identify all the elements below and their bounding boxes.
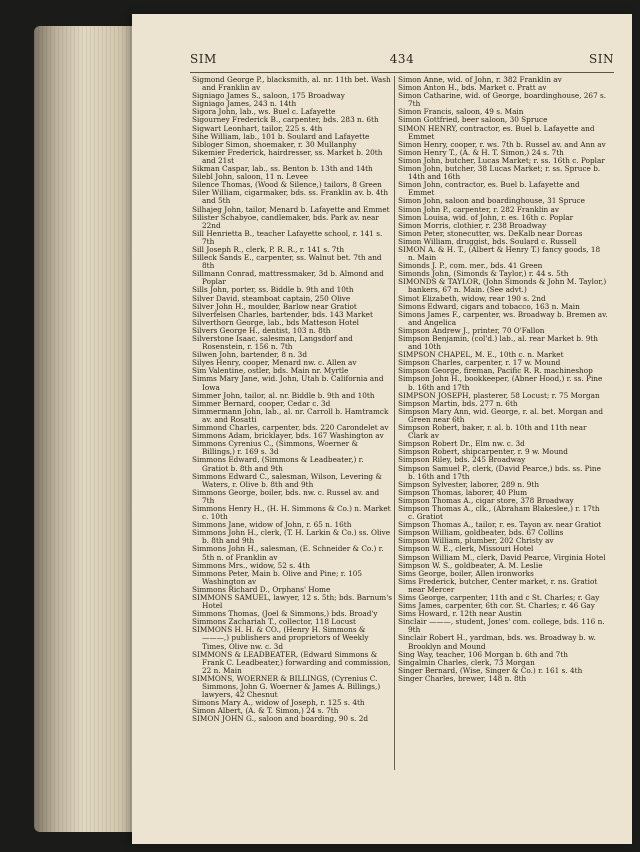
directory-entry: SIMMONS, WOERNER & BILLINGS, (Cyrenius C. Simmons, John G. Woerner & James A. Billings,) lawyers, 42 Chesnut <box>192 673 381 700</box>
directory-entry: Simon Anton H., bds. Market c. Pratt av <box>398 83 547 93</box>
directory-entry: Simpson Thomas, laborer, 40 Plum <box>398 487 528 497</box>
directory-entry: Simmer Bernard, cooper, Cedar c. 3d <box>192 398 331 408</box>
directory-entry: SIMMONS & LEADBEATER, (Edward Simmons & Frank C. Leadbeater,) forwarding and commission, 22 n. Main <box>192 649 391 675</box>
directory-entry: Simmons Cyrenius C., (Simmons, Woerner & Billings,) r. 169 s. 3d <box>192 439 358 457</box>
directory-entry: Simpson W. S., goldbeater, A. M. Leslie <box>398 560 543 570</box>
directory-entry: Simonds J. P., com. mer., bds. 41 Green <box>398 261 543 271</box>
directory-entry: Simpson Sylvester, laborer, 289 n. 9th <box>398 479 540 489</box>
directory-entry: Simpson Benjamin, (col'd.) lab., al. rear Market b. 9th and 10th <box>398 334 598 352</box>
directory-page <box>132 14 632 844</box>
page-header <box>190 52 614 68</box>
directory-entry: Simpson George, fireman, Pacific R. R. machineshop <box>398 366 593 376</box>
directory-entry: Simot Elizabeth, widow, rear 190 s. 2nd <box>398 293 546 303</box>
directory-entry: Simmons Richard D., Orphans' Home <box>192 584 331 594</box>
book-page-edges <box>34 26 144 832</box>
directory-entry: Simpson Robert, shipcarpenter, r. 9 w. Mound <box>398 447 568 457</box>
directory-entry: Simon Anne, wid. of John, r. 382 Franklin av <box>398 76 562 84</box>
directory-entry: Sillmann Conrad, mattressmaker, 3d b. Almond and Poplar <box>192 269 384 287</box>
directory-entry: SIMON JOHN G., saloon and boarding, 90 s. 2d <box>192 714 369 724</box>
directory-entry: Simpson John H., bookkeeper, (Abner Hood,) r. ss. Pine b. 16th and 17th <box>398 374 603 392</box>
directory-entry: Sikman Caspar, lab., ss. Benton b. 13th and 14th <box>192 164 373 174</box>
directory-entry: Simon Morris, clothier, r. 238 Broadway <box>398 220 547 230</box>
directory-entry: Simpson William M., clerk, David Pearce, Virginia Hotel <box>398 552 606 562</box>
directory-entry: Signiago James S., saloon, 175 Broadway <box>192 91 345 101</box>
directory-entry: Simmons John H., clerk, (T. H. Larkin & Co.) ss. Olive b. 8th and 9th <box>192 528 391 546</box>
directory-entry: SIMMONS H. H. & CO., (Henry H. Simmons & ———,) publishers and proprietors of Weekly Times, Olive nw. c. 3d <box>192 625 369 651</box>
directory-entry: Simon John, butcher, Lucas Market; r. ss. 16th c. Poplar <box>398 155 605 165</box>
directory-entry: Simon Henry, cooper, r. ws. 7th b. Russel av. and Ann av <box>398 139 606 149</box>
directory-entry: Simpson Andrew J., printer, 70 O'Fallon <box>398 325 545 335</box>
directory-entry: Sikemier Frederick, hairdresser, ss. Market b. 20th and 21st <box>192 147 383 165</box>
directory-entry: Silister Schabyoe, candlemaker, bds. Park av. near 22nd <box>192 212 379 230</box>
directory-entry: Simpson Thomas A., tailor, r. es. Tayon av. near Gratiot <box>398 520 602 530</box>
column-divider <box>394 76 395 770</box>
right-column <box>398 76 608 776</box>
directory-entry: Simpson Martin, bds. 277 n. 6th <box>398 398 518 408</box>
directory-entry: Sigora John, lab., ws. Buel c. Lafayette <box>192 107 336 117</box>
directory-entry: Simms Mary Jane, wid. John, Utah b. California and Iowa <box>192 374 384 392</box>
directory-entry: Sihe William, lab., 101 b. Soulard and Lafayette <box>192 131 370 141</box>
directory-entry: Sigourney Frederick B., carpenter, bds. 283 n. 6th <box>192 115 379 125</box>
directory-entry: Sim Valentine, ostler, bds. Main nr. Myrtle <box>192 366 349 376</box>
directory-entry: Simon Peter, stonecutter, ws. DeKalb near Dorcas <box>398 228 583 238</box>
directory-entry: Simpson Robert Dr., Elm nw. c. 3d <box>398 439 525 449</box>
directory-entry: Sinclair Robert H., yardman, bds. ws. Broadway b. w. Brooklyn and Mound <box>398 633 596 651</box>
left-column <box>192 76 392 776</box>
directory-entry: Sibloger Simon, shoemaker, r. 30 Mullanphy <box>192 139 357 149</box>
directory-entry: Simpson W. E., clerk, Missouri Hotel <box>398 544 534 554</box>
directory-entry: SIMMONS SAMUEL, lawyer, 12 s. 5th; bds. Barnum's Hotel <box>192 593 392 611</box>
directory-entry: Silwen John, bartender, 8 n. 3d <box>192 350 307 360</box>
directory-entry: Simmer John, tailor, al. nr. Biddle b. 9th and 10th <box>192 390 375 400</box>
directory-entry: Simpson Riley, bds. 245 Broadway <box>398 455 526 465</box>
header-left-guide: SIM <box>190 52 217 66</box>
directory-entry: Simmons Zachariah T., collector, 118 Locust <box>192 617 356 627</box>
directory-entry: Simmons Adam, bricklayer, bds. 167 Washington av <box>192 431 384 441</box>
directory-entry: Simmons Mrs., widow, 52 s. 4th <box>192 560 310 570</box>
directory-entry: Sims Howard, r. 12th near Austin <box>398 609 522 619</box>
directory-entry: Simpson Thomas A., cigar store, 378 Broadway <box>398 495 574 505</box>
directory-entry: Singer Charles, brewer, 148 n. 8th <box>398 673 527 683</box>
directory-entry: Sills John, porter, ss. Biddle b. 9th and 10th <box>192 285 354 295</box>
directory-entry: Simons Mary A., widow of Joseph, r. 125 s. 4th <box>192 698 365 708</box>
directory-entry: Sigwart Leonhart, tailor, 225 s. 4th <box>192 123 323 133</box>
directory-entry: Simon Albert, (A. & T. Simon,) 24 s. 7th <box>192 706 339 716</box>
directory-entry: SIMON A. & H. T., (Albert & Henry T.) fancy goods, 18 n. Main <box>398 244 601 263</box>
directory-entry: Simpson Mary Ann, wid. George, r. al. bet. Morgan and Green near 6th <box>398 406 604 424</box>
directory-entry: Sims George, carpenter, 11th and c St. Charles; r. Gay <box>398 593 600 602</box>
directory-entry: Silence Thomas, (Wood & Silence,) tailors, 8 Green <box>192 180 382 190</box>
directory-entry: Simmermann John, lab., al. nr. Carroll b. Hamtramck av. and Rosatti <box>192 406 389 424</box>
header-rule <box>190 72 614 73</box>
directory-entry: Simons James F., carpenter, ws. Broadway b. Bremen av. and Angelica <box>398 309 608 327</box>
directory-entry: Simpson Samuel P., clerk, (David Pearce,) bds. ss. Pine b. 16th and 17th <box>398 463 601 481</box>
directory-entry: Singalmin Charles, clerk, 73 Morgan <box>398 657 535 667</box>
directory-entry: Simmons Peter, Main b. Olive and Pine; r. 105 Washington av <box>192 568 363 586</box>
directory-entry: Sill Henrietta B., teacher Lafayette school, r. 141 s. 7th <box>192 228 383 246</box>
directory-entry: Silver John H., moulder, Barlow near Gratiot <box>192 301 357 311</box>
directory-entry: Simmons Henry H., (H. H. Simmons & Co.) n. Market c. 10th <box>192 503 391 522</box>
directory-entry: Silebl John, saloon, 11 n. Levee <box>192 172 309 182</box>
directory-entry: Sill Joseph R., clerk, P. R. R., r. 141 s. 7th <box>192 244 345 254</box>
directory-entry: Simons Edward, cigars and tobacco, 163 n. Main <box>398 301 580 311</box>
directory-entry: SIMON HENRY, contractor, es. Buel b. Lafayette and Emmet <box>398 123 595 141</box>
directory-entry: Simon Catharine, wid. of George, boardinghouse, 267 s. 7th <box>398 91 607 109</box>
directory-entry: Simmons Edward C., salesman, Wilson, Levering & Waters, r. Olive b. 8th and 9th <box>192 471 382 489</box>
directory-entry: Silverthorn George, lab., bds Matteson Hotel <box>192 317 360 327</box>
directory-entry: Simpson Thomas A., clk., (Abraham Blakeslee,) r. 17th c. Gratiot <box>398 503 600 522</box>
directory-entry: Simon Francis, saloon, 49 s. Main <box>398 107 524 117</box>
directory-entry: Silhajeg John, tailor, Menard b. Lafayette and Emmet <box>192 204 390 214</box>
directory-entry: Silleck Sands E., carpenter, ss. Walnut bet. 7th and 8th <box>192 253 382 271</box>
directory-entry: Simon John, contractor, es. Buel b. Lafayette and Emmet <box>398 180 580 198</box>
directory-entry: Simon John P., carpenter, r. 282 Franklin av <box>398 204 560 214</box>
directory-entry: Simon John, butcher, 38 Lucas Market; r. ss. Spruce b. 14th and 16th <box>398 164 601 182</box>
directory-entry: Simmons Thomas, (Joel & Simmons,) bds. Broad'y <box>192 609 378 619</box>
directory-entry: Simmons George, boiler, bds. nw. c. Russel av. and 7th <box>192 487 380 505</box>
directory-entry: Siler William, cigarmaker, bds. ss. Franklin av. b. 4th and 5th <box>192 188 389 206</box>
directory-entry: Simmons Edward, (Simmons & Leadbeater,) r. Gratiot b. 8th and 9th <box>192 455 364 473</box>
directory-entry: Sims George, boiler, Allen ironworks <box>398 568 534 578</box>
directory-entry: Simpson William, plumber, 202 Christy av <box>398 536 554 546</box>
directory-entry: Simon William, druggist, bds. Soulard c. Russell <box>398 236 577 246</box>
directory-entry: Singer Bernard, (Wise, Singer & Co.) r. 161 s. 4th <box>398 665 583 675</box>
directory-entry: Silver David, steamboat captain, 250 Olive <box>192 293 351 303</box>
directory-entry: SIMONDS & TAYLOR, (John Simonds & John M. Taylor,) bankers, 67 n. Main. (See advt.) <box>398 277 607 295</box>
directory-entry: Simpson Charles, carpenter, r. 17 w. Mound <box>398 358 561 368</box>
header-right-guide: SIN <box>589 52 614 66</box>
page-number: 434 <box>389 52 415 66</box>
directory-entry: Simmons John H., salesman, (E. Schneider & Co.) r. 5th n. of Franklin av <box>192 544 384 562</box>
directory-entry: Sims Frederick, butcher, Center market, r. ns. Gratiot near Mercer <box>398 576 598 594</box>
directory-entry: Sigmond George P., blacksmith, al. nr. 11th bet. Wash and Franklin av <box>192 76 391 93</box>
directory-entry: Simmond Charles, carpenter, bds. 220 Carondelet av <box>192 423 389 433</box>
directory-entry: Simon John, saloon and boardinghouse, 31 Spruce <box>398 196 585 206</box>
directory-entry: Silvers George H., dentist, 103 n. 8th <box>192 325 331 335</box>
directory-entry: Simpson William, goldbeater, bds. 67 Collins <box>398 528 564 538</box>
directory-entry: Simon Gottfried, beer saloon, 30 Spruce <box>398 115 548 125</box>
directory-entry: Simonds John, (Simonds & Taylor,) r. 44 s. 5th <box>398 269 569 279</box>
directory-entry: SIMPSON CHAPEL, M. E., 10th c. n. Market <box>398 350 564 360</box>
directory-entry: SIMPSON JOSEPH, plasterer, 58 Locust; r. 75 Morgan <box>398 390 600 400</box>
directory-entry: Simmons Jane, widow of John, r. 65 n. 16th <box>192 520 352 530</box>
directory-entry: Signiago James, 243 n. 14th <box>192 99 297 109</box>
directory-entry: Sinclair ———, student, Jones' com. college, bds. 116 n. 9th <box>398 617 605 635</box>
directory-entry: Silverfelsen Charles, bartender, bds. 143 Market <box>192 309 373 319</box>
directory-entry: Silverstone Isaac, salesman, Langsdorf and Rosenstein, r. 156 n. 7th <box>192 334 353 352</box>
directory-entry: Simon Henry T., (A. & H. T. Simon,) 24 s. 7th <box>398 147 564 157</box>
directory-entry: Sims James, carpenter, 6th cor. St. Charles; r. 46 Gay <box>398 601 595 611</box>
directory-entry: Simon Louisa, wid. of John, r. es. 16th c. Poplar <box>398 212 574 222</box>
directory-entry: Simpson Robert, baker, r. al. b. 10th and 11th near Clark av <box>398 423 587 441</box>
directory-entry: Sing Way, teacher, 106 Morgan b. 6th and 7th <box>398 649 568 659</box>
directory-entry: Silyes Henry, cooper, Menard nw. c. Allen av <box>192 358 357 368</box>
